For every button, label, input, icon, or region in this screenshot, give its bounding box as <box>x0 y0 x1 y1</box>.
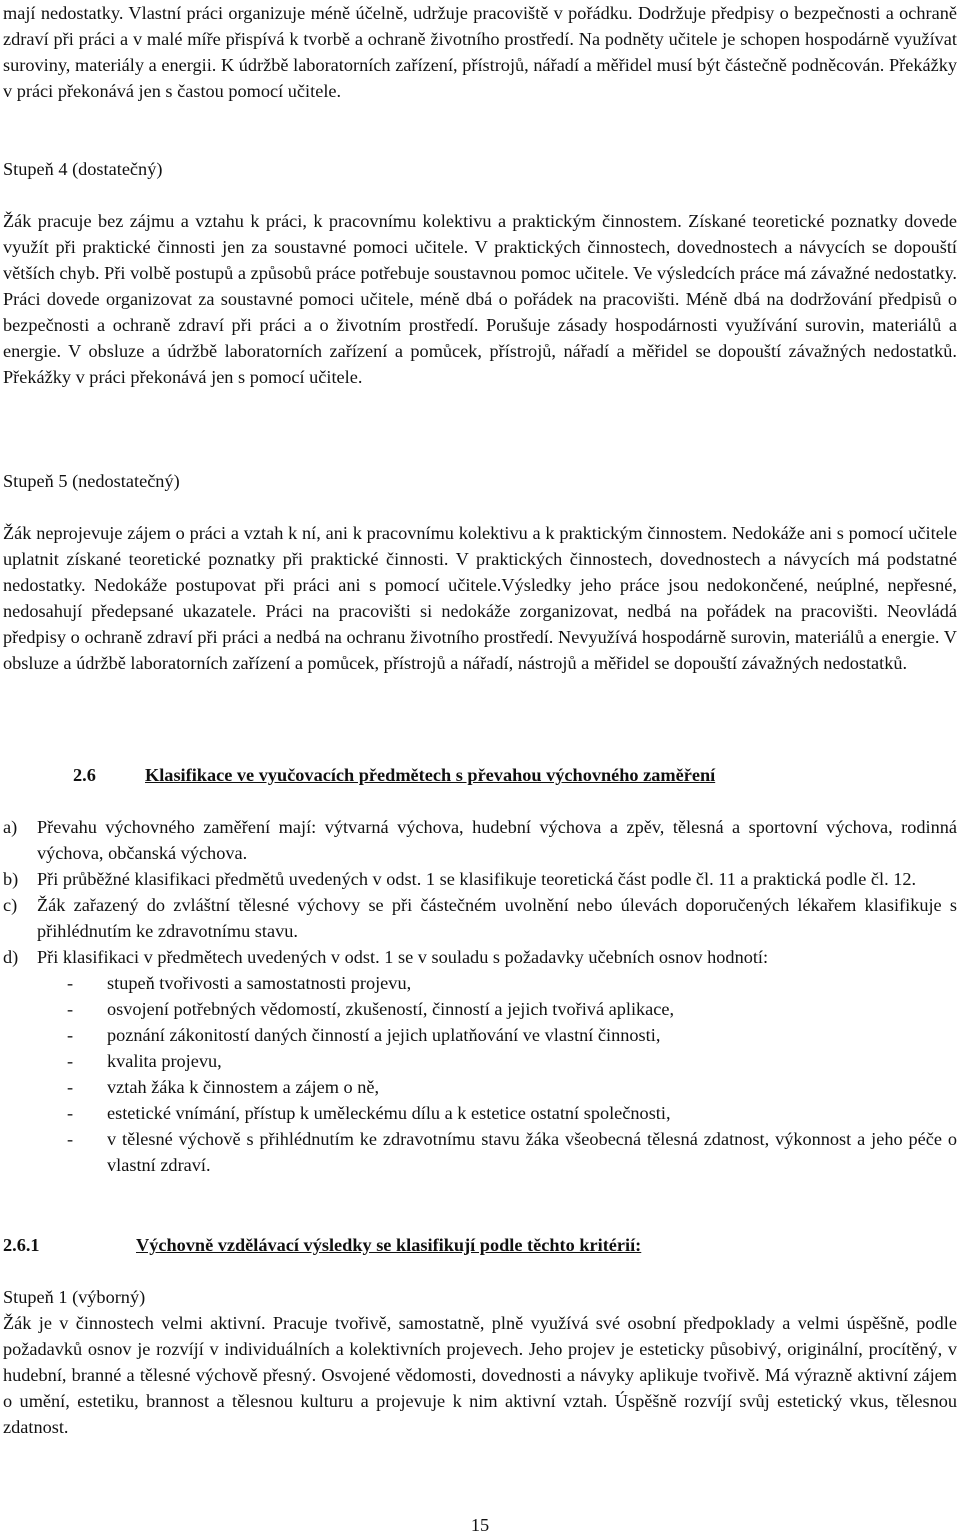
grade4-paragraph-block <box>3 208 957 390</box>
criteria-item <box>3 1074 957 1100</box>
section-2-6-number: 2.6 <box>73 765 96 785</box>
section-2-6-heading <box>73 762 715 788</box>
section-2-6-title: Klasifikace ve vyučovacích předmětech s převahou výchovného zaměření <box>145 765 716 785</box>
list-item-label: d) <box>3 947 19 967</box>
dash-bullet: - <box>67 1025 74 1045</box>
list-item <box>3 866 957 892</box>
list-item-label: b) <box>3 869 19 889</box>
grade5-heading-block <box>3 468 957 494</box>
intro-paragraph-block <box>3 0 957 104</box>
dash-bullet: - <box>67 973 74 993</box>
grade4-heading: Stupeň 4 (dostatečný) <box>3 159 163 179</box>
criteria-text: poznání zákonitostí daných činností a jejich uplatňování ve vlastní činnosti, <box>107 1025 661 1045</box>
criteria-text: kvalita projevu, <box>107 1051 222 1071</box>
list-item-text: Při průběžné klasifikaci předmětů uvedených v odst. 1 se klasifikuje teoretická část podle čl. 11 a praktická podle čl. 12. <box>37 869 917 889</box>
criteria-item <box>3 1022 957 1048</box>
section-2-6-1-title: Výchovně vzdělávací výsledky se klasifikují podle těchto kritérií: <box>136 1235 642 1255</box>
list-item-text: Při klasifikaci v předmětech uvedených v odst. 1 se v souladu s požadavky učebních osnov hodnotí: <box>37 947 769 967</box>
criteria-text: stupeň tvořivosti a samostatnosti projevu, <box>107 973 412 993</box>
criteria-item <box>3 996 957 1022</box>
grade1-block <box>3 1284 957 1440</box>
grade5-heading: Stupeň 5 (nedostatečný) <box>3 471 180 491</box>
grade4-heading-block <box>3 156 957 182</box>
criteria-item <box>3 1100 957 1126</box>
dash-bullet: - <box>67 999 74 1019</box>
dash-bullet: - <box>67 1129 74 1149</box>
grade1-paragraph: Žák je v činnostech velmi aktivní. Pracuje tvořivě, samostatně, plně využívá své osobní předpoklady a velmi úspěšně, podle požadavků osnov je rozvíjí v individuálních a kolektivních projevech. Jeho projev je esteticky působivý, originální, procítěný, v hudební, branné a tělesné výchově přesný. Osvojené vědomosti, dovednosti a návyky aplikuje tvořivě. Má výrazně aktivní zájem o umění, estetiku, brannost a tělesnou kulturu a projevuje k nim aktivní vztah. Úspěšně rozvíjí svůj estetický vkus, tělesnou zdatnost. <box>3 1313 957 1437</box>
page-number: 15 <box>470 1515 490 1535</box>
criteria-item <box>3 970 957 996</box>
list-item-label: a) <box>3 817 18 837</box>
dash-bullet: - <box>67 1103 74 1123</box>
criteria-text: v tělesné výchově s přihlédnutím ke zdravotnímu stavu žáka všeobecná tělesná zdatnost, výkonnost a jeho péče o vlastní zdraví. <box>107 1129 957 1175</box>
grade5-paragraph: Žák neprojevuje zájem o práci a vztah k ní, ani k pracovnímu kolektivu a k praktickým činnostem. Nedokáže ani s pomocí učitele uplatnit získané teoretické poznatky při praktické činnosti. V praktických činnostech, dovednostech a návycích má podstatné nedostatky. Nedokáže postupovat při práci ani s pomocí učitele.Výsledky jeho práce jsou nedokončené, neúplné, nepřesné, nedosahují předepsané ukazatele. Práci na pracovišti si nedokáže zorganizovat, nedbá na pořádek na pracovišti. Neovládá předpisy o ochraně zdraví při práci a nedbá na ochranu životního prostředí. Nevyužívá hospodárně surovin, materiálů a energie. V obsluze a údržbě laboratorních zařízení a pomůcek, přístrojů a nářadí, nástrojů a měřidel se dopouští závažných nedostatků. <box>3 523 957 673</box>
list-item <box>3 892 957 944</box>
grade4-paragraph: Žák pracuje bez zájmu a vztahu k práci, k pracovnímu kolektivu a praktickým činnostem. Získané teoretické poznatky dovede využít při praktické činnosti jen za soustavné pomoci učitele. V praktických činnostech, dovednostech a návycích se dopouští větších chyb. Při volbě postupů a způsobů práce potřebuje soustavnou pomoc učitele. Ve výsledcích práce má závažné nedostatky. Práci dovede organizovat za soustavné pomoci učitele, méně dbá o pořádek na pracovišti. Méně dbá na dodržování předpisů o bezpečnosti a ochraně zdraví při práci a o životním prostředí. Porušuje zásady hospodárnosti využívání surovin, materiálů a energie. V obsluze a údržbě laboratorních zařízení a pomůcek, přístrojů, nářadí a měřidel se dopouští závažných nedostatků. Překážky v práci překonává jen s pomocí učitele. <box>3 211 957 387</box>
list-item-text: Žák zařazený do zvláštní tělesné výchovy se při částečném uvolnění nebo úlevách doporučených lékařem klasifikuje s přihlédnutím ke zdravotnímu stavu. <box>37 895 957 941</box>
criteria-text: vztah žáka k činnostem a zájem o ně, <box>107 1077 380 1097</box>
section-2-6-1-heading <box>3 1232 641 1258</box>
section-2-6-items <box>3 814 957 1178</box>
list-item-label: c) <box>3 895 18 915</box>
list-item <box>3 944 957 970</box>
document-page <box>3 0 957 1539</box>
criteria-item <box>3 1048 957 1074</box>
intro-paragraph: mají nedostatky. Vlastní práci organizuje méně účelně, udržuje pracoviště v pořádku. Dodržuje předpisy o bezpečnosti a ochraně zdraví při práci a v malé míře přispívá k tvorbě a ochraně životního prostředí. Na podněty učitele je schopen hospodárně využívat suroviny, materiály a energii. K údržbě laboratorních zařízení, přístrojů, nářadí a měřidel musí být částečně podněcován. Překážky v práci překonává jen s častou pomocí učitele. <box>3 3 957 101</box>
list-item <box>3 814 957 866</box>
criteria-text: osvojení potřebných vědomostí, zkušeností, činností a jejich tvořivá aplikace, <box>107 999 675 1019</box>
criteria-text: estetické vnímání, přístup k uměleckému dílu a k estetice ostatní společnosti, <box>107 1103 671 1123</box>
dash-bullet: - <box>67 1077 74 1097</box>
grade1-heading: Stupeň 1 (výborný) <box>3 1287 146 1307</box>
criteria-item <box>3 1126 957 1178</box>
dash-bullet: - <box>67 1051 74 1071</box>
grade5-paragraph-block <box>3 520 957 676</box>
list-item-text: Převahu výchovného zaměření mají: výtvarná výchova, hudební výchova a zpěv, tělesná a sportovní výchova, rodinná výchova, občanská výchova. <box>37 817 957 863</box>
section-2-6-1-number: 2.6.1 <box>3 1235 40 1255</box>
